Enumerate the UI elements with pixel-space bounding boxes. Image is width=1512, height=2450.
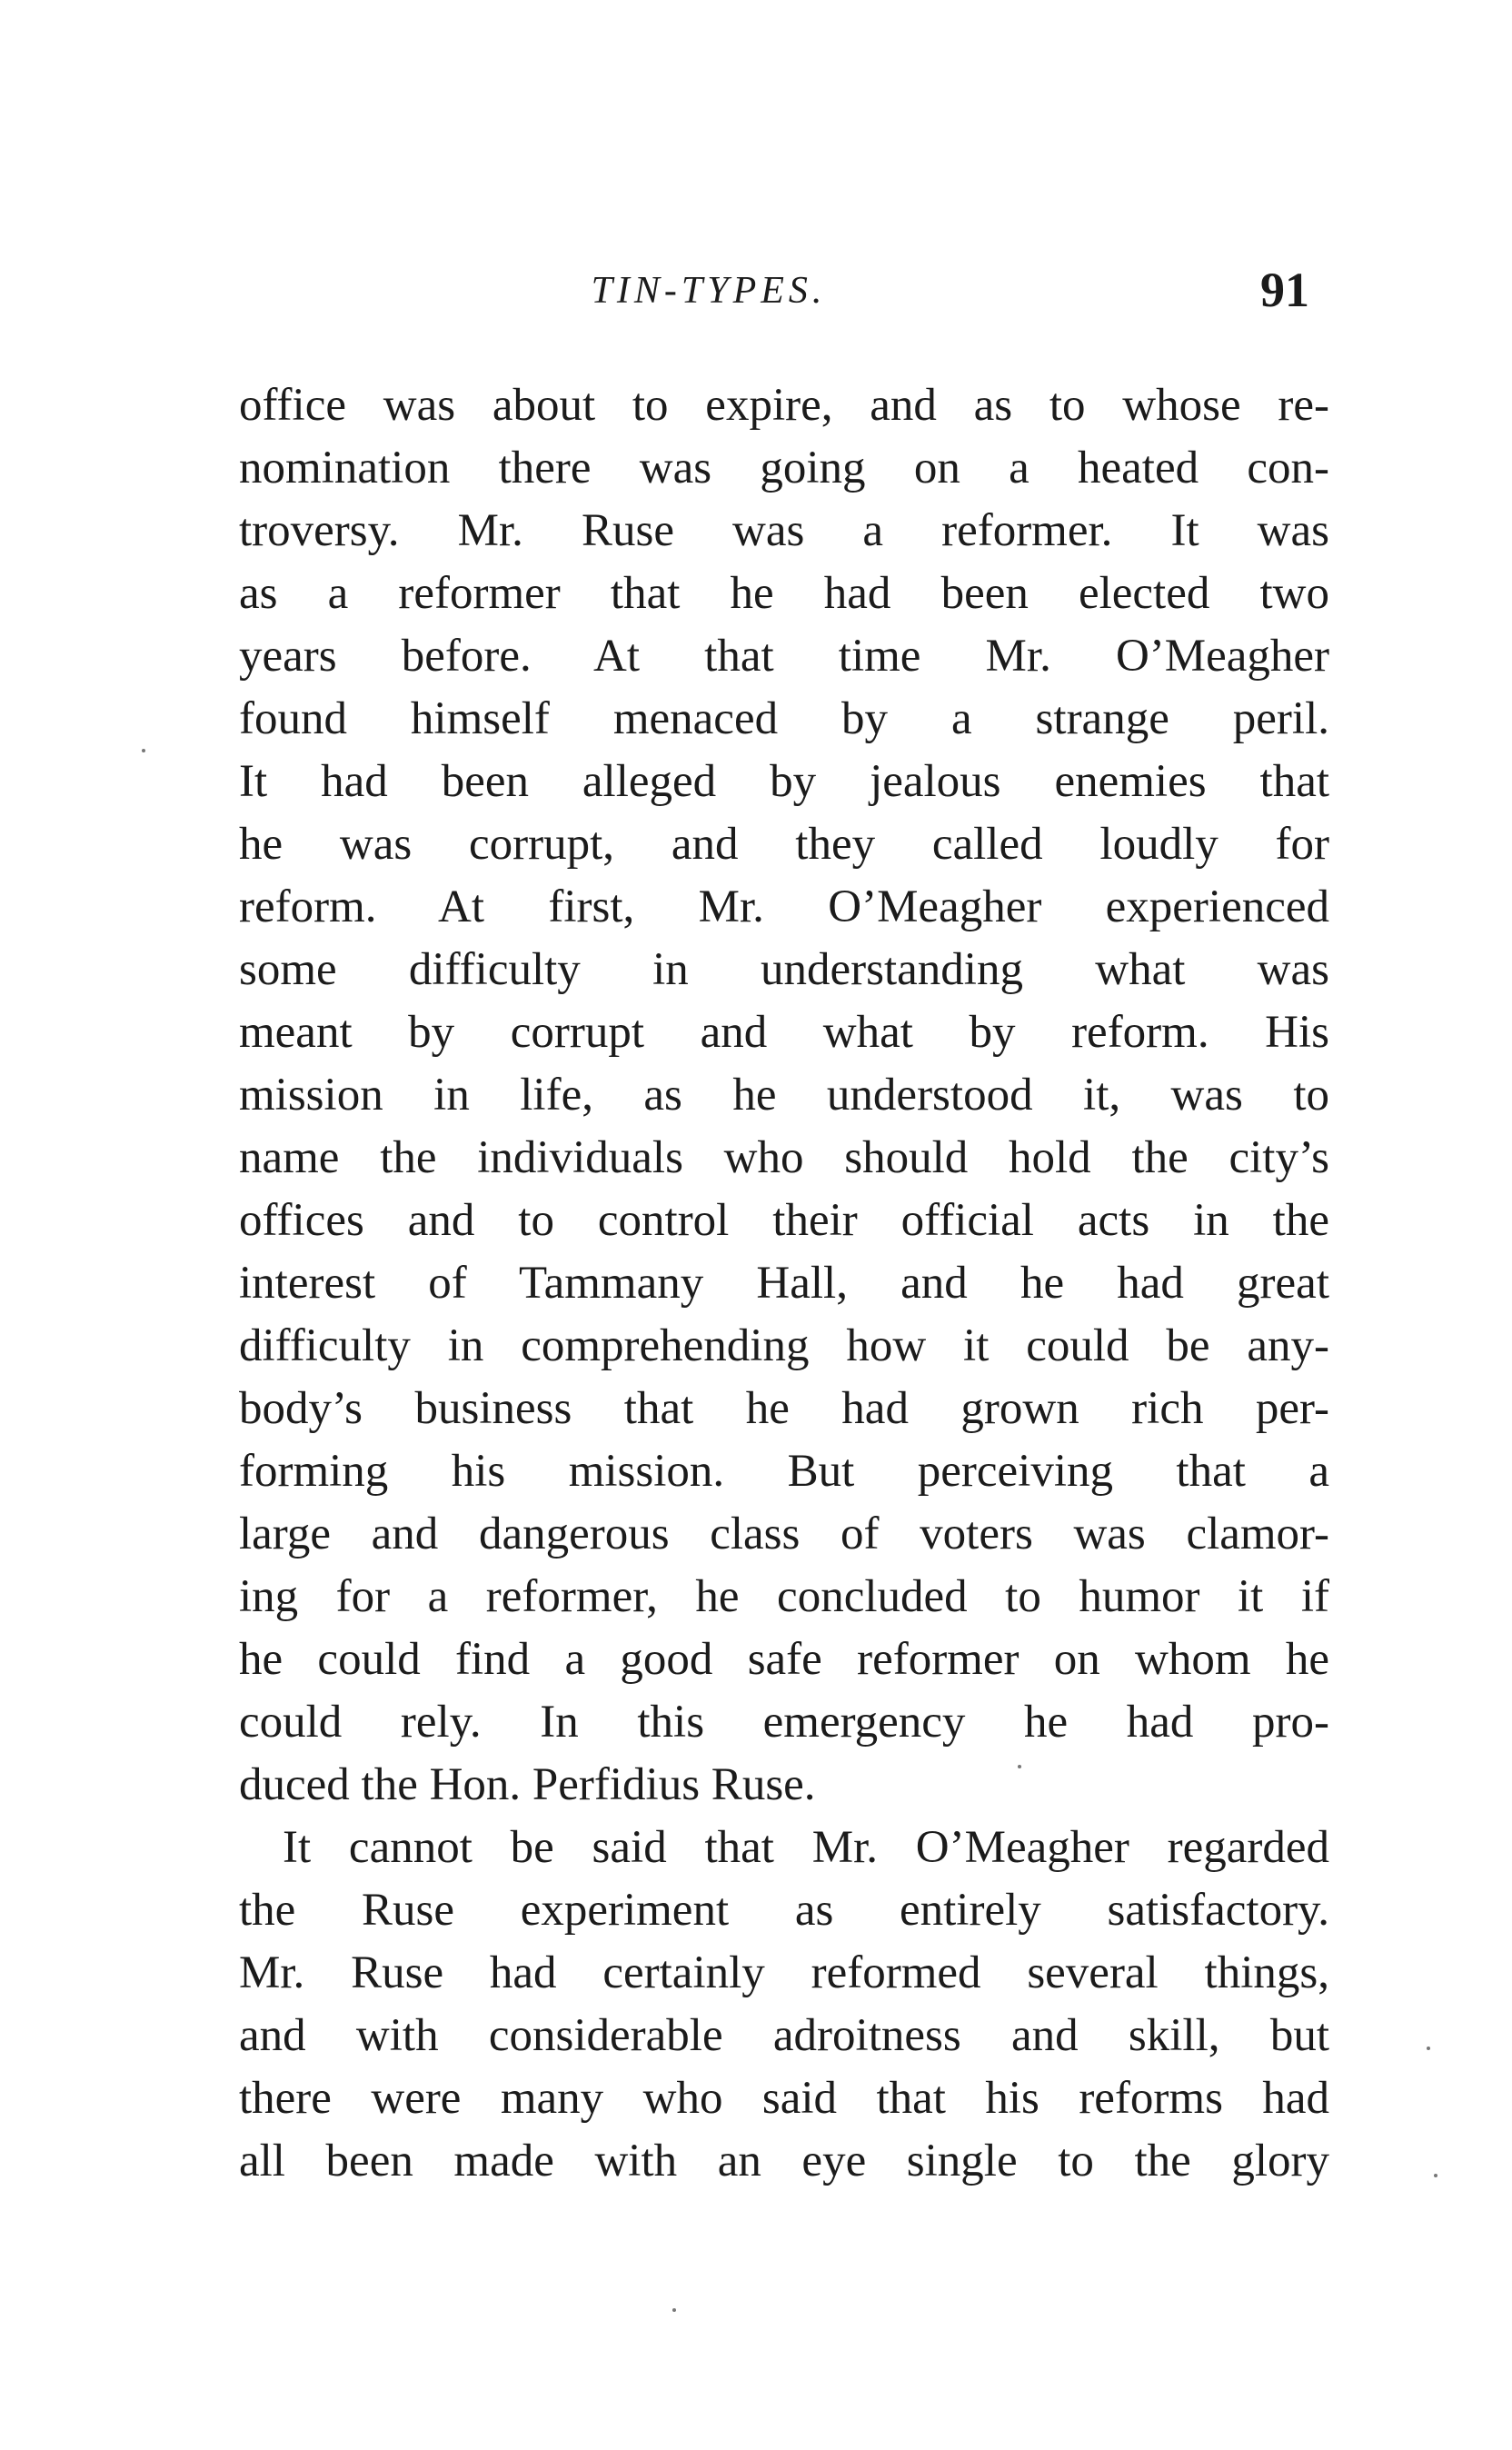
text-line: years before. At that time Mr. O’Meagher xyxy=(239,631,1329,682)
text-line: offices and to control their official acts in the xyxy=(239,1195,1329,1246)
text-line: office was about to expire, and as to whose re- xyxy=(239,380,1329,431)
print-speck xyxy=(1427,2047,1430,2050)
text-line: Mr. Ruse had certainly reformed several things, xyxy=(239,1947,1329,1998)
text-line: there were many who said that his reforms had xyxy=(239,2073,1329,2124)
text-line: large and dangerous class of voters was clamor- xyxy=(239,1509,1329,1559)
text-line: It had been alleged by jealous enemies that xyxy=(239,756,1329,807)
text-line: the Ruse experiment as entirely satisfactory. xyxy=(239,1885,1329,1936)
print-speck xyxy=(672,2308,676,2312)
text-line: and with considerable adroitness and skill, but xyxy=(239,2010,1329,2061)
print-speck xyxy=(1018,1765,1021,1768)
running-title: TIN-TYPES. xyxy=(591,270,827,312)
text-line: meant by corrupt and what by reform. His xyxy=(239,1007,1329,1058)
text-line: ing for a reformer, he concluded to humor it if xyxy=(239,1571,1329,1622)
text-line: some difficulty in understanding what was xyxy=(239,944,1329,995)
text-line: interest of Tammany Hall, and he had great xyxy=(239,1258,1329,1309)
body-text xyxy=(239,374,1329,2193)
text-line: body’s business that he had grown rich per- xyxy=(239,1383,1329,1434)
print-speck xyxy=(142,749,145,752)
text-line: he could find a good safe reformer on whom he xyxy=(239,1634,1329,1685)
running-head xyxy=(0,262,1512,316)
paragraph xyxy=(239,374,1329,1817)
text-line: could rely. In this emergency he had pro- xyxy=(239,1697,1329,1748)
page-number: 91 xyxy=(1260,263,1309,317)
text-line: troversy. Mr. Ruse was a reformer. It was xyxy=(239,505,1329,556)
text-line: duced the Hon. Perfidius Ruse. xyxy=(239,1759,816,1810)
text-line: difficulty in comprehending how it could be any- xyxy=(239,1320,1329,1371)
text-line: all been made with an eye single to the glory xyxy=(239,2136,1329,2186)
text-line: It cannot be said that Mr. O’Meagher regarded xyxy=(283,1822,1329,1873)
text-line: name the individuals who should hold the city’s xyxy=(239,1132,1329,1183)
paragraph xyxy=(239,1817,1329,2193)
text-line: as a reformer that he had been elected two xyxy=(239,568,1329,619)
text-line: forming his mission. But perceiving that a xyxy=(239,1446,1329,1497)
text-line: he was corrupt, and they called loudly for xyxy=(239,819,1329,870)
print-speck xyxy=(1434,2174,1437,2177)
text-line: mission in life, as he understood it, was to xyxy=(239,1070,1329,1120)
text-line: reform. At first, Mr. O’Meagher experienced xyxy=(239,881,1329,932)
text-line: nomination there was going on a heated con- xyxy=(239,443,1329,493)
text-line: found himself menaced by a strange peril. xyxy=(239,693,1329,744)
